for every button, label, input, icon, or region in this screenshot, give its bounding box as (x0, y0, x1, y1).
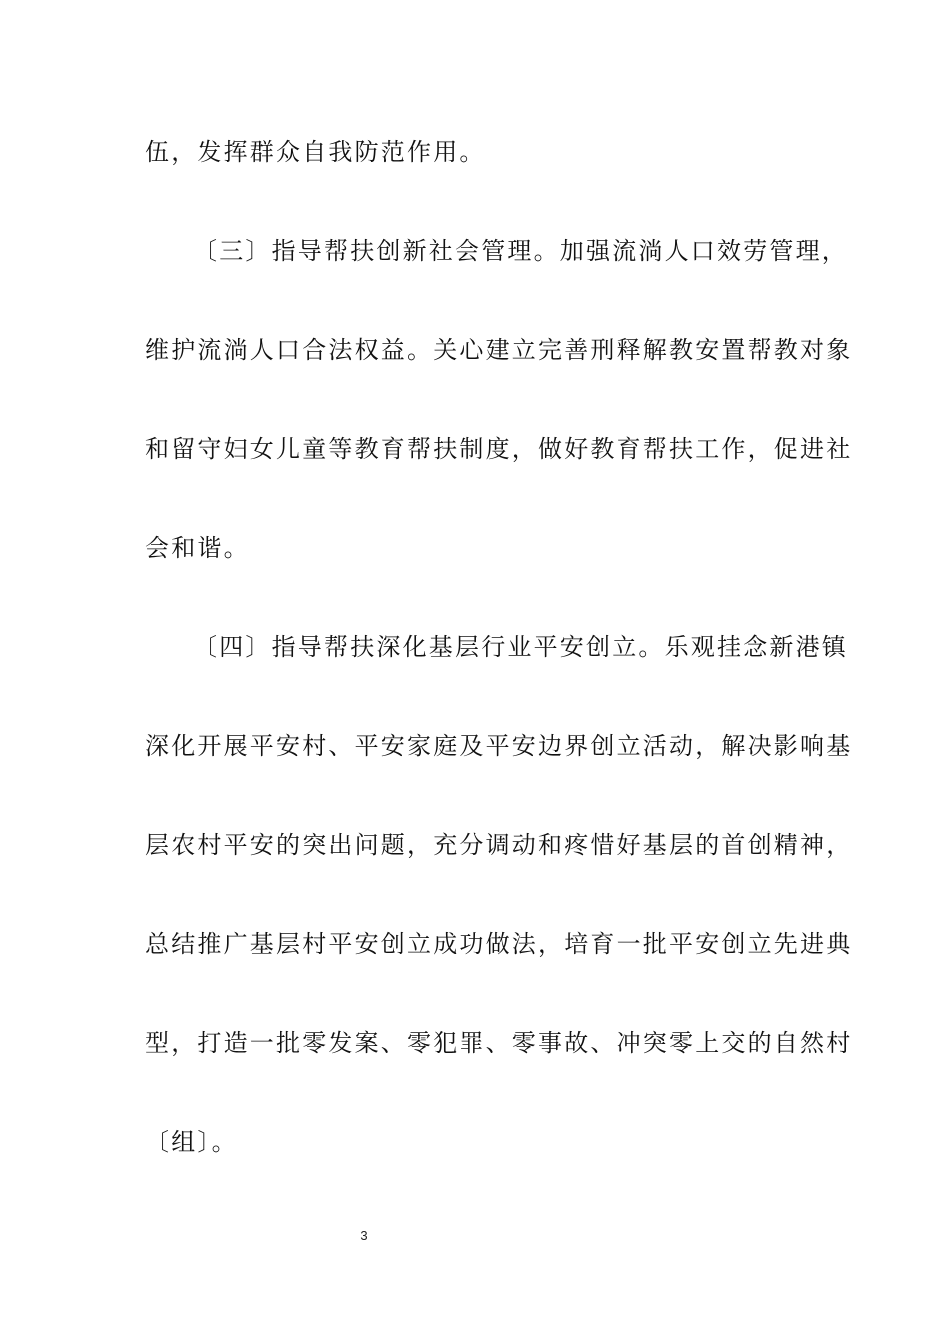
text-line: 型，打造一批零发案、零犯罪、零事故、冲突零上交的自然村 (145, 1029, 853, 1057)
text-line: 〔三〕指导帮扶创新社会管理。加强流淌人口效劳管理， (193, 237, 848, 265)
text-line: 和留守妇女儿童等教育帮扶制度，做好教育帮扶工作，促进社 (145, 435, 853, 463)
page-number: 3 (360, 1228, 368, 1243)
text-line: 总结推广基层村平安创立成功做法，培育一批平安创立先进典 (145, 930, 853, 958)
text-line: 〔组〕。 (145, 1128, 238, 1156)
text-line: 层农村平安的突出问题，充分调动和疼惜好基层的首创精神， (145, 831, 853, 859)
text-line: 维护流淌人口合法权益。关心建立完善刑释解教安置帮教对象 (145, 336, 853, 364)
text-line: 伍，发挥群众自我防范作用。 (145, 138, 486, 166)
text-line: 〔四〕指导帮扶深化基层行业平安创立。乐观挂念新港镇 (193, 633, 848, 661)
text-line: 会和谐。 (145, 534, 250, 562)
text-line: 深化开展平安村、平安家庭及平安边界创立活动，解决影响基 (145, 732, 853, 760)
